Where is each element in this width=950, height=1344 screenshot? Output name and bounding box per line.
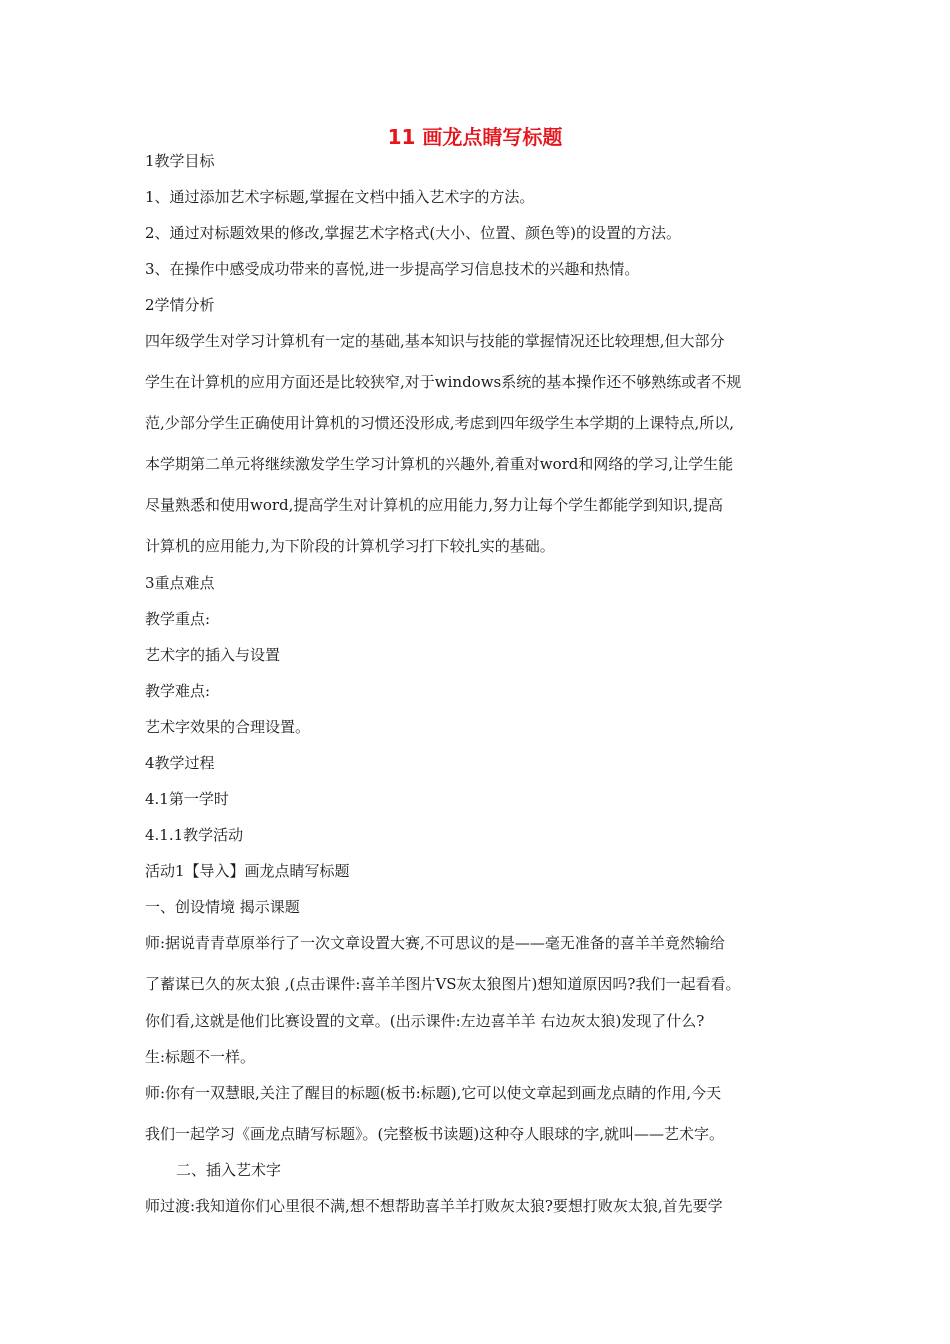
objective-2: 2、通过对标题效果的修改,掌握艺术字格式(大小、位置、颜色等)的设置的方法。 [145, 224, 682, 242]
dialogue-line: 你们看,这就是他们比赛设置的文章。(出示课件:左边喜羊羊 右边灰太狼)发现了什么? [145, 1012, 705, 1030]
section-heading-process: 4教学过程 [145, 754, 215, 772]
dialogue-line: 师过渡:我知道你们心里很不满,想不想帮助喜羊羊打败灰太狼?要想打败灰太狼,首先要学 [145, 1197, 723, 1215]
dialogue-line: 师:据说青青草原举行了一次文章设置大赛,不可思议的是——毫无准备的喜羊羊竟然输给 [145, 934, 725, 952]
key-point-text: 艺术字的插入与设置 [145, 646, 281, 664]
analysis-paragraph-line: 范,少部分学生正确使用计算机的习惯还没形成,考虑到四年级学生本学期的上课特点,所以, [145, 414, 735, 432]
objective-1: 1、通过添加艺术字标题,掌握在文档中插入艺术字的方法。 [145, 188, 535, 206]
analysis-paragraph-line: 尽量熟悉和使用word,提高学生对计算机的应用能力,努力让每个学生都能学到知识,提高 [145, 496, 723, 514]
analysis-paragraph-line: 本学期第二单元将继续激发学生学习计算机的兴趣外,着重对word和网络的学习,让学生能 [145, 455, 734, 473]
document-title: 11 画龙点睛写标题 [387, 125, 563, 149]
subsection-heading: 4.1.1教学活动 [145, 826, 244, 844]
section-heading-key-points: 3重点难点 [145, 574, 215, 592]
difficulty-label: 教学难点: [145, 682, 211, 700]
step-heading: 一、创设情境 揭示课题 [145, 898, 300, 916]
analysis-paragraph-line: 学生在计算机的应用方面还是比较狭窄,对于windows系统的基本操作还不够熟练或者不规 [145, 373, 742, 391]
analysis-paragraph-line: 计算机的应用能力,为下阶段的计算机学习打下较扎实的基础。 [145, 537, 555, 555]
key-point-label: 教学重点: [145, 610, 211, 628]
dialogue-line: 生:标题不一样。 [145, 1048, 256, 1066]
section-heading-objectives: 1教学目标 [145, 152, 215, 170]
difficulty-text: 艺术字效果的合理设置。 [145, 718, 311, 736]
subsection-heading: 4.1第一学时 [145, 790, 229, 808]
analysis-paragraph-line: 四年级学生对学习计算机有一定的基础,基本知识与技能的掌握情况还比较理想,但大部分 [145, 332, 725, 350]
step-heading: 二、插入艺术字 [176, 1161, 282, 1179]
dialogue-line: 我们一起学习《画龙点睛写标题》。(完整板书读题)这种夺人眼球的字,就叫——艺术字。 [145, 1125, 724, 1143]
activity-heading: 活动1【导入】画龙点睛写标题 [145, 862, 350, 880]
section-heading-analysis: 2学情分析 [145, 296, 215, 314]
objective-3: 3、在操作中感受成功带来的喜悦,进一步提高学习信息技术的兴趣和热情。 [145, 260, 640, 278]
dialogue-line: 师:你有一双慧眼,关注了醒目的标题(板书:标题),它可以使文章起到画龙点睛的作用,今天 [145, 1084, 722, 1102]
dialogue-line: 了蓄谋已久的灰太狼 ,(点击课件:喜羊羊图片VS灰太狼图片)想知道原因吗?我们一起看看。 [145, 975, 741, 993]
